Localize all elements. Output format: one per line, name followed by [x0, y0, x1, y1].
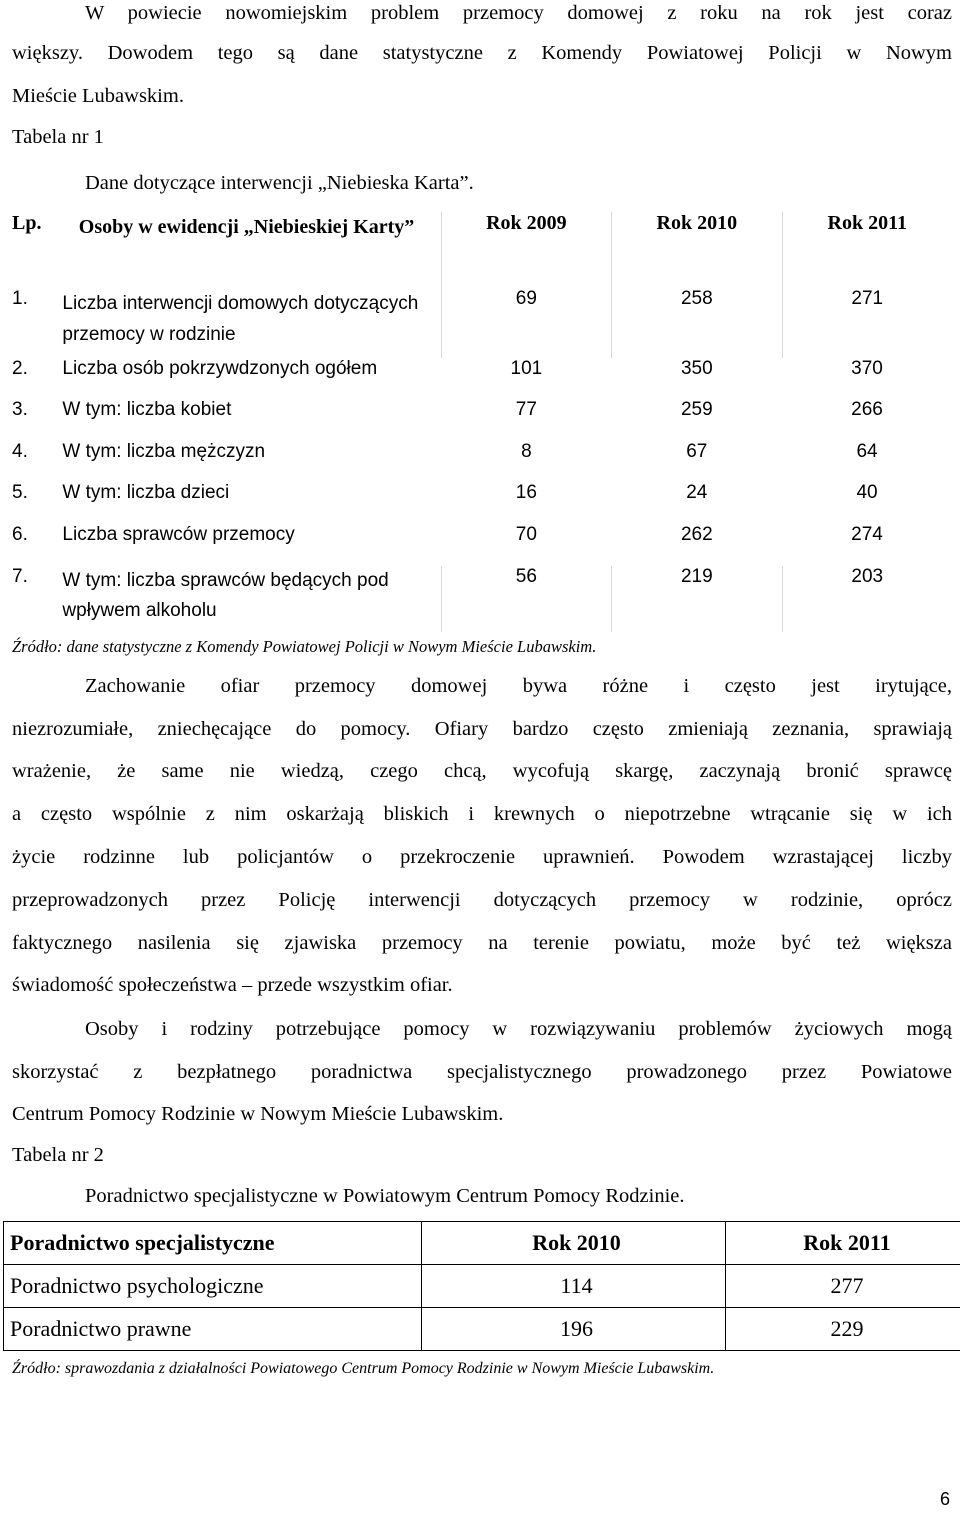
table2-label: Tabela nr 2	[12, 1144, 104, 1166]
row-lp: 1.	[12, 288, 28, 309]
row-value-2009: 70	[515, 524, 537, 545]
header-2010: Rok 2010	[422, 1222, 726, 1265]
row-value-2010: 24	[686, 482, 708, 503]
row-lp: 5.	[12, 482, 28, 503]
header-persons: Osoby w ewidencji „Niebieskiej Karty”	[78, 216, 415, 238]
row-value-2010: 114	[422, 1265, 726, 1308]
row-value-2011: 370	[851, 358, 883, 379]
table-row	[4, 1265, 960, 1308]
para1-line-4: a często wspólnie z nim oskarżają bliskich i krewnych o niepotrzebne wtrącanie się w ich	[12, 803, 952, 825]
table1-source: Źródło: dane statystyczne z Komendy Powiatowej Policji w Nowym Mieście Lubawskim.	[12, 637, 597, 656]
table-row	[12, 358, 952, 399]
intro-line-1: W powiecie nowomiejskim problem przemocy domowej z roku na rok jest coraz	[85, 2, 952, 24]
row-lp: 2.	[12, 358, 28, 379]
row-lp: 7.	[12, 566, 28, 587]
header-lp: Lp.	[12, 212, 42, 234]
intro-line-2: większy. Dowodem tego są dane statystyczne z Komendy Powiatowej Policji w Nowym	[12, 42, 952, 64]
row-label: W tym: liczba kobiet	[62, 399, 232, 420]
row-label: W tym: liczba dzieci	[62, 482, 230, 503]
para2-line-2: skorzystać z bezpłatnego poradnictwa specjalistycznego prowadzonego przez Powiatowe	[12, 1061, 952, 1083]
row-label: Liczba osób pokrzywdzonych ogółem	[62, 358, 378, 379]
table-interventions	[12, 212, 952, 632]
para1-line-6: przeprowadzonych przez Policję interwencji dotyczących przemocy w rodzinie, oprócz	[12, 889, 952, 911]
header-2011: Rok 2011	[782, 212, 952, 280]
row-value-2010: 67	[686, 441, 708, 462]
table-header-row	[4, 1222, 960, 1265]
row-value-2009: 101	[510, 358, 543, 379]
row-value-2009: 69	[441, 280, 611, 358]
row-value-2010: 196	[422, 1308, 726, 1351]
row-lp: 6.	[12, 524, 28, 545]
row-label: Poradnictwo psychologiczne	[4, 1265, 422, 1308]
header-2011: Rok 2011	[726, 1222, 960, 1265]
row-label: W tym: liczba mężczyzn	[62, 441, 266, 462]
table1-title: Dane dotyczące interwencji „Niebieska Karta”.	[85, 172, 474, 194]
table-row	[12, 566, 952, 632]
row-value-2011: 203	[782, 566, 952, 632]
row-value-2009: 8	[521, 441, 532, 462]
row-value-2011: 277	[726, 1265, 960, 1308]
row-lp: 4.	[12, 441, 28, 462]
para1-line-2: niezrozumiałe, zniechęcające do pomocy. Ofiary bardzo często zmieniają zeznania, sprawiają	[12, 718, 952, 740]
row-value-2010: 259	[680, 399, 713, 420]
header-2010: Rok 2010	[612, 212, 782, 280]
table2-title: Poradnictwo specjalistyczne w Powiatowym Centrum Pomocy Rodzinie.	[85, 1185, 685, 1207]
table2-source: Źródło: sprawozdania z działalności Powiatowego Centrum Pomocy Rodzinie w Nowym Mieście Lubawskim.	[12, 1360, 715, 1377]
row-value-2010: 258	[612, 280, 782, 358]
row-label: Liczba sprawców przemocy	[62, 524, 295, 545]
header-2009: Rok 2009	[441, 212, 611, 280]
row-value-2010: 219	[612, 566, 782, 632]
row-value-2009: 56	[441, 566, 611, 632]
row-label: Poradnictwo prawne	[4, 1308, 422, 1351]
para1-line-1: Zachowanie ofiar przemocy domowej bywa różne i często jest irytujące,	[85, 675, 952, 697]
intro-line-3: Mieście Lubawskim.	[12, 85, 184, 107]
row-lp: 3.	[12, 399, 28, 420]
para2-line-1: Osoby i rodziny potrzebujące pomocy w rozwiązywaniu problemów życiowych mogą	[85, 1018, 952, 1040]
table-row	[4, 1308, 960, 1351]
row-value-2011: 40	[856, 482, 878, 503]
para2-line-3: Centrum Pomocy Rodzinie w Nowym Mieście Lubawskim.	[12, 1103, 504, 1125]
para1-line-8: świadomość społeczeństwa – przede wszystkim ofiar.	[12, 974, 453, 996]
para1-line-5: życie rodzinne lub policjantów o przekroczenie uprawnień. Powodem wzrastającej liczby	[12, 846, 952, 868]
para1-line-3: wrażenie, że same nie wiedzą, czego chcą, wycofują skargę, zaczynają bronić sprawcę	[12, 760, 952, 782]
row-value-2010: 350	[680, 358, 713, 379]
row-value-2009: 77	[515, 399, 537, 420]
table-row	[12, 280, 952, 358]
table-row	[12, 524, 952, 566]
row-value-2011: 229	[726, 1308, 960, 1351]
header-counseling: Poradnictwo specjalistyczne	[4, 1222, 422, 1265]
row-value-2009: 16	[515, 482, 537, 503]
table-header-row	[12, 212, 952, 280]
para1-line-7: faktycznego nasilenia się zjawiska przemocy na terenie powiatu, może być też większa	[12, 932, 952, 954]
row-label: Liczba interwencji domowych dotyczących przemocy w rodzinie	[62, 293, 419, 345]
table1-label: Tabela nr 1	[12, 126, 104, 148]
table-counseling	[3, 1221, 960, 1351]
table-row	[12, 441, 952, 482]
page-number: 6	[939, 1489, 950, 1509]
row-value-2011: 271	[782, 280, 952, 358]
row-label: W tym: liczba sprawców będących pod wpływem alkoholu	[62, 570, 389, 621]
row-value-2011: 266	[851, 399, 883, 420]
table-row	[12, 482, 952, 524]
row-value-2010: 262	[680, 524, 713, 545]
row-value-2011: 274	[851, 524, 883, 545]
row-value-2011: 64	[856, 441, 878, 462]
table-row	[12, 399, 952, 441]
